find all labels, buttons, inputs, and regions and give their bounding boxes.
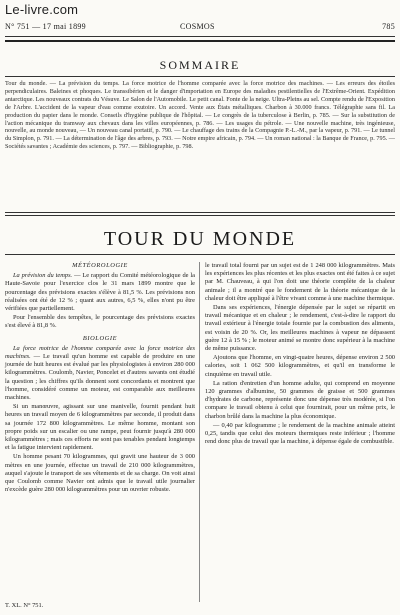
heading-meteorologie: MÉTÉOROLOGIE xyxy=(72,262,128,269)
paragraph: Dans ses expériences, l'énergie dépensée par le sujet se répartit en travail mécanique et en chaleur ; le rendement, c'est-à-dire le rapport du travail extérieur à l'énergie totale fournie par la combustion des aliments, est voisin de 20 %. Or, les meilleures machines à vapeur ne dépassent guère 12 à 15 % ; le moteur animé se montre donc supérieur à la machine de même puissance. xyxy=(205,304,395,353)
paragraph-text: — Le travail qu'un homme est capable de produire en une journée de huit heures est évalué par les physiologistes à environ 280 000 kilogrammètres. Coulomb, Navier, Poncelet et d'autres savants ont étudié la question ; les chiffres qu'ils donnent sont concordants et montrent que l'homme, considéré comme un moteur, est comparable aux meilleures machines. xyxy=(5,353,195,402)
paragraph: Un homme pesant 70 kilogrammes, qui gravit une hauteur de 3 000 mètres en une journée, effectue un travail de 210 000 kilogrammètres, auquel s'ajoute le transport de ses vêtements et de sa charge. On voit ainsi que Coulomb comme Navier ont admis que le travail utile journalier n'excède guère 280 000 kilogrammètres pour un ouvrier robuste. xyxy=(5,453,195,494)
watermark: Le-livre.com xyxy=(5,2,79,17)
paragraph-text: — Le rapport du Comité météorologique de la Haute-Savoie pour l'exercice clos le 31 mars 1899 montre que le pourcentage des prévisions exactes s'élève à 81,5 %. Les prévisions non réalisées ont été de 12 % ; quant aux autres, 6,5 %, elles n'ont pu être vérifiées que partiellement. xyxy=(5,272,195,313)
heading-biologie: BIOLOGIE xyxy=(82,334,118,342)
right-column xyxy=(205,262,395,447)
sommaire-heading: SOMMAIRE xyxy=(159,58,241,72)
sommaire-text: Tour du monde. — La prévision du temps. La force motrice de l'homme comparée avec la force motrice des machines. — Les erreurs des étoiles perpendiculaires. Baleines et phoques. Le transsibérien et le danger d'importation en Europe des maladies pestilentielles de l'Extrême-Orient. Expédition antarctique. Les nouveaux contrats du Vésuve. Le Salon de l'Automobile. Le petit canal. Fonte de la neige. Ultra-Pleins au sel. Compte rendu de l'Exposition de l'Arbre. L'accident de la vapeur d'eau comme exutoire. Un accord. Vente aux États métalliques. Charbon à 30.000 francs. Télégraphie sans fil. La production du papier dans le monde. Conseils d'hygiène publique de l'hôpital. — Le congrès de la tuberculose à Berlin, p. 785. — Sur la substitution de l'action mécanique du tramway aux chevaux dans les villes européennes, p. 786. — Les usages du pétrole. — Une nouvelle machine, très ingénieuse, nouvelle, au monde nouveau, — Un nouveau canal portatif, p. 790. — Le chauffage des trains de la Compagnie P.-L.-M., par la vapeur, p. 791. — Le tunnel du Simplon, p. 791. — La détermination de l'âge des arbres, p. 793. — Notre empire africain, p. 794. — Un roman national : la Banque de France, p. 795. — Sociétés savantes ; Académie des sciences, p. 797. — Bibliographie, p. 798. xyxy=(5,80,395,151)
page-footer: T. XL. N° 751. xyxy=(5,602,44,609)
section-rule-top-2 xyxy=(5,215,395,216)
section-rule-bottom xyxy=(5,254,395,255)
left-column xyxy=(5,262,195,495)
header-rule-thick xyxy=(5,40,395,42)
journal-name: COSMOS xyxy=(180,22,215,31)
paragraph: Pour l'ensemble des tempêtes, le pourcentage des prévisions exactes s'est élevé à 81,8 %. xyxy=(5,314,195,330)
header-rule xyxy=(5,36,395,37)
paragraph: le travail total fourni par un sujet est de 1 248 000 kilogrammètres. Mais les expériences les plus récentes et les plus exactes ont été faites à ce sujet par M. Chauveau, à qui l'on doit une théorie complète de la chaleur animale ; il a montré que le fondement de la théorie mécanique de la chaleur doit être appliqué à l'être vivant comme à une machine thermique. xyxy=(205,262,395,302)
paragraph: La ration d'entretien d'un homme adulte, qui comprend en moyenne 120 grammes d'albumine, 50 grammes de graisse et 500 grammes d'hydrates de carbone, représente donc une dépense très modérée, si l'on compare le travail obtenu à celui que fournirait, pour un même prix, le charbon brûlé dans la machine la plus économique. xyxy=(205,379,395,420)
sommaire-rule xyxy=(5,76,395,77)
section-rule-top xyxy=(5,212,395,213)
issue-number: N° 751 — 17 mai 1899 xyxy=(5,22,86,31)
paragraph: — 0,40 par kilogramme ; le rendement de la machine animale atteint 0,25, tandis que celui des moteurs thermiques reste inférieur ; l'homme rend donc plus de travail que la machine, à dépense égale de combustible. xyxy=(205,421,395,446)
page-number: 785 xyxy=(382,22,395,31)
column-divider xyxy=(199,262,200,602)
paragraph-lead: La prévision du temps. xyxy=(13,272,73,280)
tour-du-monde-heading: TOUR DU MONDE xyxy=(103,228,297,250)
running-header xyxy=(5,22,395,34)
paragraph: Si un manœuvre, agissant sur une manivelle, fournit pendant huit heures un travail moyen de 6 kilogrammètres par seconde, il produit dans sa journée 172 800 kilogrammètres. Le même homme, montant son propre poids sur un escalier ou une rampe, peut fournir jusqu'à 280 000 kilogrammètres ; mais ces efforts ne sont pas tenables pendant longtemps et la fatigue intervient rapidement. xyxy=(5,403,195,452)
paragraph: Ajoutons que l'homme, en vingt-quatre heures, dépense environ 2 500 calories, soit 1 062 500 kilogrammètres, et qu'il en transforme le cinquième en travail utile. xyxy=(205,354,395,378)
paragraph-lead: La force motrice de l'homme comparée avec la force motrice des machines. xyxy=(5,344,195,361)
paragraph xyxy=(5,345,195,402)
paragraph xyxy=(5,272,195,313)
